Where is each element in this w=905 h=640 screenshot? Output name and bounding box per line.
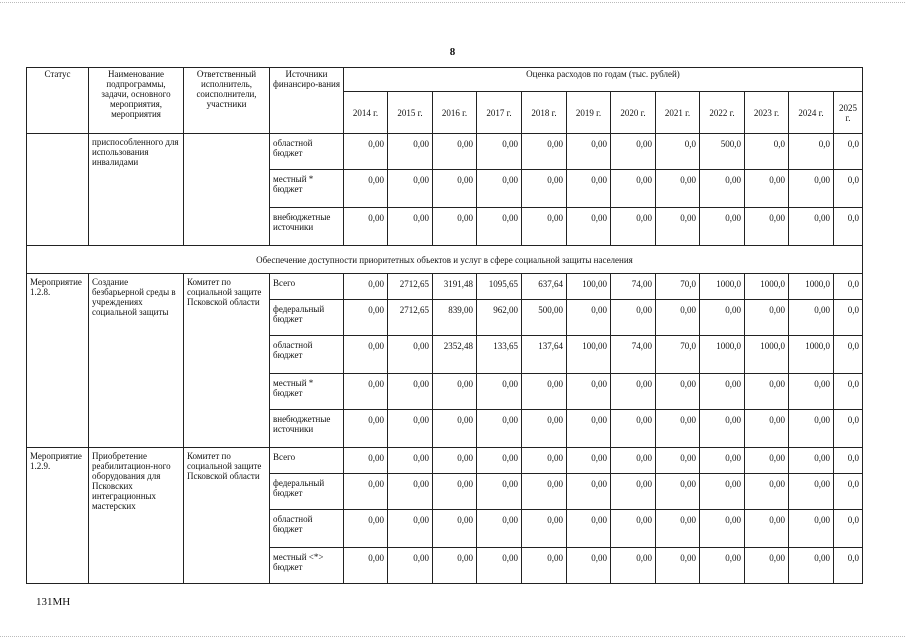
year-header: 2019 г. <box>567 92 611 134</box>
value-cell: 0,00 <box>567 208 611 246</box>
value-cell: 0,00 <box>477 170 522 208</box>
value-cell: 0,00 <box>388 208 433 246</box>
value-cell: 0,00 <box>567 300 611 336</box>
value-cell: 0,00 <box>344 374 388 410</box>
value-cell: 0,00 <box>567 134 611 170</box>
page-number: 8 <box>449 46 456 58</box>
value-cell: 0,00 <box>344 474 388 510</box>
value-cell: 0,0 <box>834 336 863 374</box>
value-cell: 0,00 <box>789 170 834 208</box>
section-title: Обеспечение доступности приоритетных объектов и услуг в сфере социальной защиты населения <box>27 246 863 274</box>
value-cell: 0,00 <box>789 208 834 246</box>
value-cell: 0,00 <box>388 336 433 374</box>
value-cell: 137,64 <box>522 336 567 374</box>
year-header: 2023 г. <box>745 92 789 134</box>
year-header: 2022 г. <box>700 92 745 134</box>
year-header: 2014 г. <box>344 92 388 134</box>
value-cell: 0,00 <box>433 448 477 474</box>
year-header: 2024 г. <box>789 92 834 134</box>
value-cell: 0,00 <box>477 134 522 170</box>
value-cell: 0,00 <box>700 548 745 584</box>
value-cell: 0,00 <box>433 134 477 170</box>
value-cell: 0,0 <box>834 474 863 510</box>
value-cell: 0,00 <box>656 510 700 548</box>
source-cell: внебюджетные источники <box>270 208 344 246</box>
header-name: Наименование подпрограммы, задачи, основного мероприятия, мероприятия <box>89 68 184 134</box>
value-cell: 0,00 <box>522 474 567 510</box>
value-cell: 0,00 <box>344 134 388 170</box>
value-cell: 0,00 <box>656 548 700 584</box>
value-cell: 0,00 <box>611 170 656 208</box>
value-cell: 0,00 <box>700 410 745 448</box>
value-cell: 0,00 <box>656 410 700 448</box>
value-cell: 0,00 <box>611 410 656 448</box>
value-cell: 0,00 <box>656 374 700 410</box>
value-cell: 0,00 <box>433 170 477 208</box>
value-cell: 0,0 <box>834 134 863 170</box>
year-header: 2016 г. <box>433 92 477 134</box>
value-cell: 0,00 <box>344 336 388 374</box>
value-cell: 500,0 <box>700 134 745 170</box>
value-cell: 0,00 <box>388 410 433 448</box>
value-cell: 0,00 <box>789 448 834 474</box>
header-status: Статус <box>27 68 89 134</box>
value-cell: 133,65 <box>477 336 522 374</box>
value-cell: 0,00 <box>344 300 388 336</box>
value-cell: 0,0 <box>789 134 834 170</box>
value-cell: 0,00 <box>388 170 433 208</box>
value-cell: 0,00 <box>745 410 789 448</box>
value-cell: 0,0 <box>834 274 863 300</box>
value-cell: 0,00 <box>567 170 611 208</box>
value-cell: 0,0 <box>834 208 863 246</box>
name-cell: Создание безбарьерной среды в учреждениях социальной защиты <box>89 274 184 448</box>
source-cell: федеральный бюджет <box>270 300 344 336</box>
value-cell: 0,00 <box>388 510 433 548</box>
value-cell: 0,00 <box>745 548 789 584</box>
value-cell: 0,00 <box>611 548 656 584</box>
value-cell: 0,00 <box>789 474 834 510</box>
year-header: 2018 г. <box>522 92 567 134</box>
value-cell: 3191,48 <box>433 274 477 300</box>
value-cell: 0,00 <box>344 510 388 548</box>
value-cell: 0,00 <box>522 410 567 448</box>
value-cell: 2712,65 <box>388 300 433 336</box>
value-cell: 0,00 <box>388 134 433 170</box>
table-row <box>27 134 863 170</box>
table-row <box>27 274 863 300</box>
value-cell: 0,0 <box>656 134 700 170</box>
header-responsible: Ответственный исполнитель, соисполнители, участники <box>184 68 270 134</box>
source-cell: внебюджетные источники <box>270 410 344 448</box>
value-cell: 0,00 <box>567 448 611 474</box>
value-cell: 0,00 <box>567 474 611 510</box>
value-cell: 0,00 <box>477 448 522 474</box>
year-header: 2015 г. <box>388 92 433 134</box>
value-cell: 0,00 <box>522 448 567 474</box>
value-cell: 2352,48 <box>433 336 477 374</box>
value-cell: 0,00 <box>611 300 656 336</box>
name-cell: приспособленного для использования инвалидами <box>89 134 184 246</box>
value-cell: 0,00 <box>433 374 477 410</box>
year-header: 2020 г. <box>611 92 656 134</box>
value-cell: 0,00 <box>745 170 789 208</box>
value-cell: 100,00 <box>567 274 611 300</box>
value-cell: 0,00 <box>344 208 388 246</box>
value-cell: 0,00 <box>745 510 789 548</box>
value-cell: 0,00 <box>700 208 745 246</box>
value-cell: 0,00 <box>700 170 745 208</box>
value-cell: 0,00 <box>433 474 477 510</box>
value-cell: 0,00 <box>700 300 745 336</box>
value-cell: 0,00 <box>477 548 522 584</box>
value-cell: 74,00 <box>611 336 656 374</box>
value-cell: 0,00 <box>477 374 522 410</box>
value-cell: 0,00 <box>656 474 700 510</box>
value-cell: 70,0 <box>656 274 700 300</box>
value-cell: 0,00 <box>745 208 789 246</box>
value-cell: 0,00 <box>789 510 834 548</box>
value-cell: 839,00 <box>433 300 477 336</box>
value-cell: 0,00 <box>522 510 567 548</box>
value-cell: 70,0 <box>656 336 700 374</box>
value-cell: 0,00 <box>567 510 611 548</box>
status-cell: Мероприятие 1.2.8. <box>27 274 89 448</box>
value-cell: 0,00 <box>611 510 656 548</box>
value-cell: 0,00 <box>388 448 433 474</box>
value-cell: 0,00 <box>700 448 745 474</box>
value-cell: 0,00 <box>789 300 834 336</box>
value-cell: 0,00 <box>344 274 388 300</box>
table-row <box>27 448 863 474</box>
value-cell: 1095,65 <box>477 274 522 300</box>
value-cell: 1000,0 <box>700 336 745 374</box>
value-cell: 100,00 <box>567 336 611 374</box>
value-cell: 500,00 <box>522 300 567 336</box>
value-cell: 0,00 <box>567 374 611 410</box>
value-cell: 0,0 <box>834 448 863 474</box>
value-cell: 0,00 <box>522 208 567 246</box>
responsible-cell: Комитет по социальной защите Псковской области <box>184 274 270 448</box>
source-cell: областной бюджет <box>270 510 344 548</box>
year-header: 2025 г. <box>834 92 863 134</box>
value-cell: 0,00 <box>611 374 656 410</box>
value-cell: 0,00 <box>522 374 567 410</box>
value-cell: 0,00 <box>344 170 388 208</box>
value-cell: 0,00 <box>344 548 388 584</box>
value-cell: 0,00 <box>656 170 700 208</box>
source-cell: местный <*> бюджет <box>270 548 344 584</box>
value-cell: 1000,0 <box>745 336 789 374</box>
value-cell: 0,00 <box>433 208 477 246</box>
name-cell: Приобретение реабилитацион-ного оборудования для Псковских интеграционных мастерских <box>89 448 184 584</box>
value-cell: 74,00 <box>611 274 656 300</box>
year-header: 2021 г. <box>656 92 700 134</box>
value-cell: 0,00 <box>700 374 745 410</box>
source-cell: местный * бюджет <box>270 170 344 208</box>
value-cell: 1000,0 <box>745 274 789 300</box>
footer-code: 131МН <box>36 596 71 608</box>
value-cell: 0,00 <box>477 474 522 510</box>
value-cell: 2712,65 <box>388 274 433 300</box>
value-cell: 0,00 <box>567 410 611 448</box>
value-cell: 0,0 <box>745 134 789 170</box>
source-cell: федеральный бюджет <box>270 474 344 510</box>
year-header: 2017 г. <box>477 92 522 134</box>
source-cell: местный * бюджет <box>270 374 344 410</box>
value-cell: 0,00 <box>789 374 834 410</box>
source-cell: Всего <box>270 448 344 474</box>
value-cell: 0,00 <box>477 510 522 548</box>
value-cell: 0,00 <box>433 410 477 448</box>
value-cell: 0,00 <box>522 548 567 584</box>
source-cell: областной бюджет <box>270 336 344 374</box>
value-cell: 0,00 <box>611 448 656 474</box>
value-cell: 0,00 <box>656 208 700 246</box>
header-estimate: Оценка расходов по годам (тыс. рублей) <box>344 68 863 92</box>
value-cell: 0,00 <box>745 474 789 510</box>
value-cell: 1000,0 <box>789 274 834 300</box>
section-row <box>27 246 863 274</box>
value-cell: 0,00 <box>433 510 477 548</box>
value-cell: 1000,0 <box>700 274 745 300</box>
value-cell: 0,00 <box>656 300 700 336</box>
responsible-cell <box>184 134 270 246</box>
value-cell: 0,00 <box>477 208 522 246</box>
value-cell: 1000,0 <box>789 336 834 374</box>
source-cell: Всего <box>270 274 344 300</box>
value-cell: 0,00 <box>789 548 834 584</box>
value-cell: 0,00 <box>745 448 789 474</box>
value-cell: 0,0 <box>834 410 863 448</box>
value-cell: 0,00 <box>789 410 834 448</box>
value-cell: 0,0 <box>834 300 863 336</box>
value-cell: 0,00 <box>745 374 789 410</box>
value-cell: 0,00 <box>344 410 388 448</box>
value-cell: 0,00 <box>388 548 433 584</box>
responsible-cell: Комитет по социальной защите Псковской области <box>184 448 270 584</box>
status-cell: Мероприятие 1.2.9. <box>27 448 89 584</box>
value-cell: 0,00 <box>611 134 656 170</box>
value-cell: 0,00 <box>656 448 700 474</box>
value-cell: 0,0 <box>834 374 863 410</box>
value-cell: 0,00 <box>567 548 611 584</box>
value-cell: 0,00 <box>477 410 522 448</box>
value-cell: 0,0 <box>834 510 863 548</box>
value-cell: 0,00 <box>344 448 388 474</box>
value-cell: 0,00 <box>611 208 656 246</box>
value-cell: 0,00 <box>433 548 477 584</box>
value-cell: 0,00 <box>700 474 745 510</box>
value-cell: 0,00 <box>611 474 656 510</box>
value-cell: 0,00 <box>745 300 789 336</box>
budget-table <box>26 67 863 584</box>
source-cell: областной бюджет <box>270 134 344 170</box>
value-cell: 0,0 <box>834 548 863 584</box>
value-cell: 637,64 <box>522 274 567 300</box>
value-cell: 0,00 <box>388 474 433 510</box>
value-cell: 0,00 <box>388 374 433 410</box>
header-sources: Источники финансиро-вания <box>270 68 344 134</box>
value-cell: 962,00 <box>477 300 522 336</box>
value-cell: 0,0 <box>834 170 863 208</box>
status-cell <box>27 134 89 246</box>
value-cell: 0,00 <box>522 134 567 170</box>
value-cell: 0,00 <box>700 510 745 548</box>
value-cell: 0,00 <box>522 170 567 208</box>
